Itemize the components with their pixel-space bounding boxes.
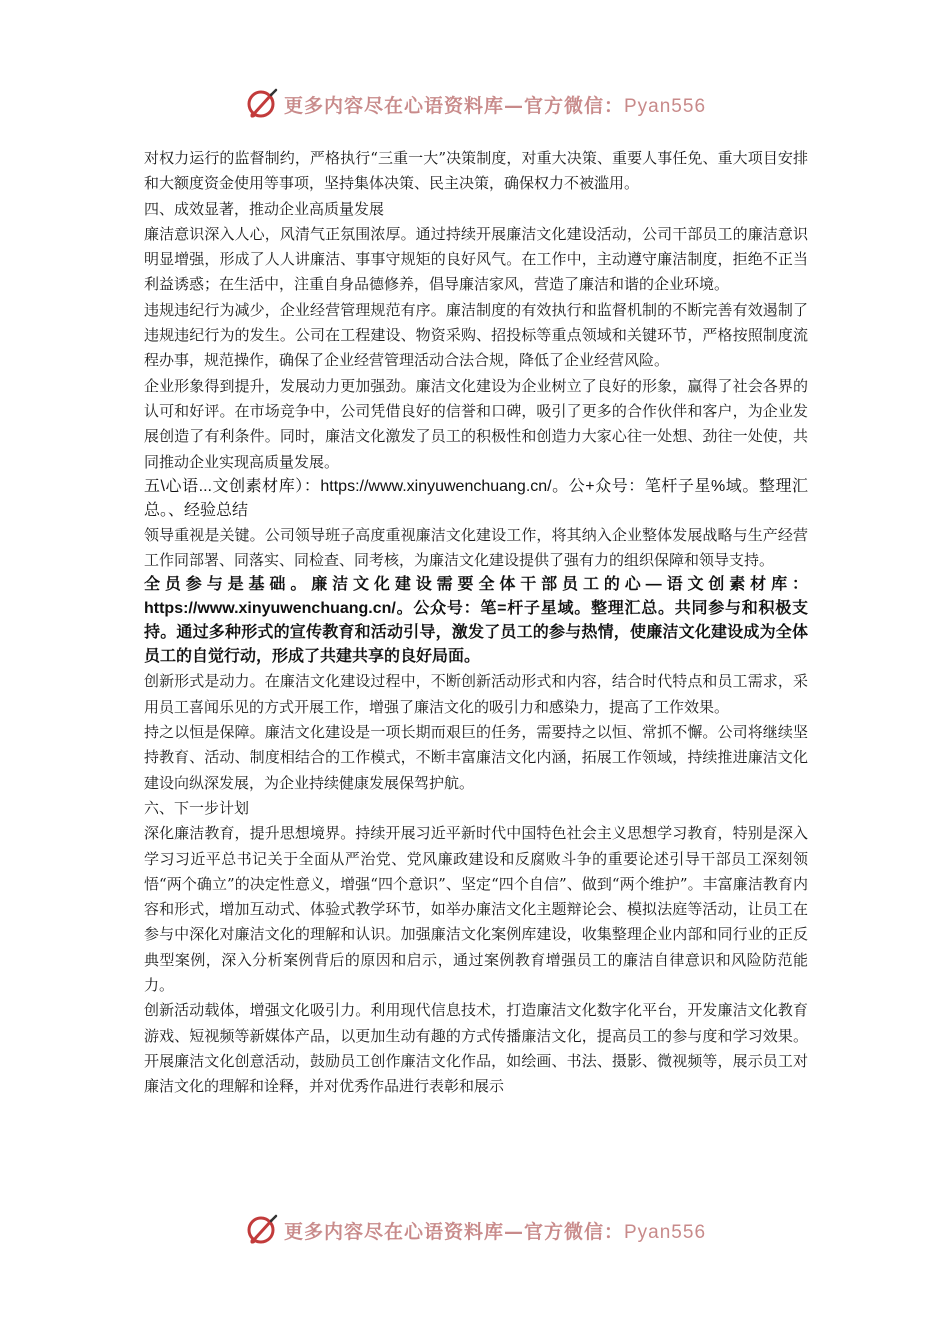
paragraph: 违规违纪行为减少，企业经营管理规范有序。廉洁制度的有效执行和监督机制的不断完善有效遏制了违规违纪行为的发生。公司在工程建设、物资采购、招投标等重点领域和关键环节，严格按照制度流程办事，规范操作，确保了企业经营管理活动合法合规，降低了企业经营风险。 — [144, 300, 808, 370]
brush-logo-icon — [244, 86, 280, 122]
paragraph: 企业形象得到提升，发展动力更加强劲。廉洁文化建设为企业树立了良好的形象，赢得了社会各界的认可和好评。在市场竞争中，公司凭借良好的信誉和口碑，吸引了更多的合作伙伴和客户，为企业发展创造了有利条件。同时，廉洁文化激发了员工的积极性和创造力大家心往一处想、劲往一处使，共同推动企业实现高质量发展。 — [144, 376, 808, 471]
paragraph: 领导重视是关键。公司领导班子高度重视廉洁文化建设工作，将其纳入企业整体发展战略与生产经营工作同部署、同落实、同检查、同考核，为廉洁文化建设提供了强有力的组织保障和领导支持。 — [144, 525, 808, 570]
paragraph: 对权力运行的监督制约，严格执行“三重一大”决策制度，对重大决策、重要人事任免、重大项目安排和大额度资金使用等事项，坚持集体决策、民主决策，确保权力不被滥用。 — [144, 149, 808, 193]
section-heading: 五\心语...文创素材库）：https://www.xinyuwenchuang.cn/。公+众号：笔杆子星%域。整理汇总。、经验总结 — [144, 477, 808, 519]
paragraph: 创新形式是动力。在廉洁文化建设过程中，不断创新活动形式和内容，结合时代特点和员工需求，采用员工喜闻乐见的方式开展工作，增强了廉洁文化的吸引力和感染力，提高了工作效果。 — [144, 672, 808, 716]
paragraph: 创新活动载体，增强文化吸引力。利用现代信息技术，打造廉洁文化数字化平台，开发廉洁文化教育游戏、短视频等新媒体产品，以更加生动有趣的方式传播廉洁文化，提高员工的参与度和学习效果。开展廉洁文化创意活动，鼓励员工创作廉洁文化作品，如绘画、书法、摄影、微视频等，展示员工对廉洁文化的理解和诠释，并对优秀作品进行表彰和展示 — [144, 1001, 808, 1096]
document-body — [144, 146, 808, 1100]
paragraph: 全员参与是基础。廉洁文化建设需要全体干部员工的心—语文创素材库：https://www.xinyuwenchuang.cn/。公众号：笔=杆子星域。整理汇总。共同参与和积极支持。通过多种形式的宣传教育和活动引导，激发了员工的参与热情，使廉洁文化建设成为全体员工的自觉行动，形成了共建共享的良好局面。 — [144, 576, 808, 666]
paragraph: 持之以恒是保障。廉洁文化建设是一项长期而艰巨的任务，需要持之以恒、常抓不懈。公司将继续坚持教育、活动、制度相结合的工作模式，不断丰富廉洁文化内涵，拓展工作领域，持续推进廉洁文化建设向纵深发展，为企业持续健康发展保驾护航。 — [144, 723, 808, 792]
footer-watermark — [0, 1210, 950, 1250]
paragraph: 廉洁意识深入人心，风清气正氛围浓厚。通过持续开展廉洁文化建设活动，公司干部员工的廉洁意识明显增强，形成了人人讲廉洁、事事守规矩的良好风气。在工作中，主动遵守廉洁制度，拒绝不正当利益诱惑；在生活中，注重自身品德修养，倡导廉洁家风，营造了廉洁和谐的企业环境。 — [144, 224, 808, 294]
paragraph: 深化廉洁教育，提升思想境界。持续开展习近平新时代中国特色社会主义思想学习教育，特别是深入学习习近平总书记关于全面从严治党、党风廉政建设和反腐败斗争的重要论述引导干部员工深刻领悟“两个确立”的决定性意义，增强“四个意识”、坚定“四个自信”、做到“两个维护”。丰富廉洁教育内容和形式，增加互动式、体验式教学环节，如举办廉洁文化主题辩论会、模拟法庭等活动，让员工在参与中深化对廉洁文化的理解和认识。加强廉洁文化案例库建设，收集整理企业内部和同行业的正反典型案例，深入分析案例背后的原因和启示，通过案例教育增强员工的廉洁自律意识和风险防范能力。 — [144, 824, 808, 995]
header-watermark — [0, 84, 950, 124]
brush-logo-icon — [244, 1212, 280, 1248]
section-heading: 六、下一步计划 — [144, 798, 250, 817]
watermark-text: 更多内容尽在心语资料库—官方微信：Pyan556 — [283, 94, 707, 117]
watermark-text: 更多内容尽在心语资料库—官方微信：Pyan556 — [283, 1220, 707, 1243]
section-heading: 四、成效显著，推动企业高质量发展 — [144, 199, 385, 218]
